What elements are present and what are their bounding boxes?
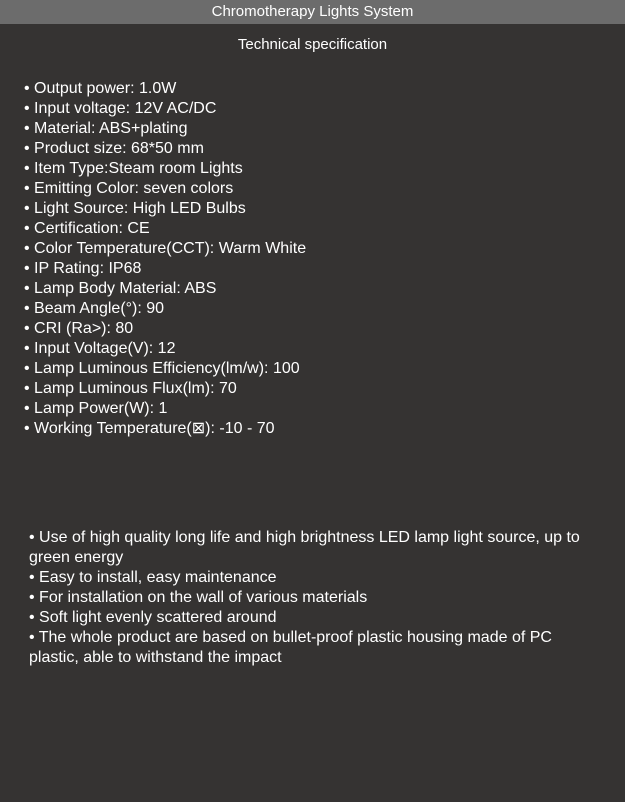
- page-title: Chromotherapy Lights System: [211, 3, 414, 20]
- feature-item: • For installation on the wall of various materials: [29, 589, 368, 606]
- spec-item: • Lamp Luminous Flux(lm): 70: [24, 380, 237, 397]
- feature-list: [29, 528, 589, 668]
- spec-list: [24, 79, 306, 439]
- spec-item: • Input Voltage(V): 12: [24, 340, 176, 357]
- spec-item: • Beam Angle(°): 90: [24, 300, 165, 317]
- spec-item: • Lamp Body Material: ABS: [24, 280, 217, 297]
- spec-item: • Lamp Power(W): 1: [24, 400, 168, 417]
- spec-item: • CRI (Ra>): 80: [24, 320, 134, 337]
- feature-item: • The whole product are based on bullet-proof plastic housing made of PC plastic, able to withstand the impact: [29, 629, 552, 666]
- feature-item: • Use of high quality long life and high brightness LED lamp light source, up to green energy: [29, 529, 580, 566]
- spec-item: • Item Type:Steam room Lights: [24, 160, 243, 177]
- spec-item: • Working Temperature(⊠): -10 - 70: [24, 420, 275, 437]
- spec-item: • Input voltage: 12V AC/DC: [24, 100, 217, 117]
- feature-item: • Soft light evenly scattered around: [29, 609, 277, 626]
- spec-item: • IP Rating: IP68: [24, 260, 142, 277]
- spec-item: • Product size: 68*50 mm: [24, 140, 204, 157]
- spec-item: • Material: ABS+plating: [24, 120, 188, 137]
- spec-item: • Output power: 1.0W: [24, 80, 177, 97]
- spec-item: • Color Temperature(CCT): Warm White: [24, 240, 307, 257]
- feature-item: • Easy to install, easy maintenance: [29, 569, 277, 586]
- spec-item: • Light Source: High LED Bulbs: [24, 200, 246, 217]
- section-subtitle: Technical specification: [237, 36, 388, 53]
- spec-item: • Lamp Luminous Efficiency(lm/w): 100: [24, 360, 300, 377]
- page-title-bar: [0, 0, 625, 24]
- spec-item: • Certification: CE: [24, 220, 150, 237]
- spec-item: • Emitting Color: seven colors: [24, 180, 234, 197]
